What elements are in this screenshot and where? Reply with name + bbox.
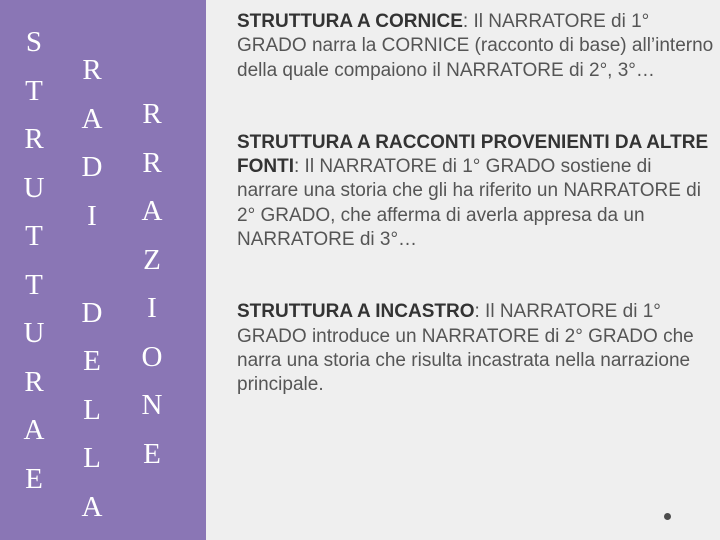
- title-letter: E: [25, 462, 43, 495]
- title-letter: D: [81, 151, 103, 183]
- title-letter: A: [141, 195, 163, 227]
- content-paragraphs: [237, 10, 715, 398]
- paragraph-racconti-altre-fonti: [237, 131, 715, 252]
- paragraph-text: : Il NARRATORE di 1° GRADO sostiene di narrare una storia che gli ha riferito un NARRATORE di 2° GRADO, che afferma di averla appresa da un NARRATORE di 3°…: [237, 156, 701, 251]
- title-letter: U: [23, 171, 45, 204]
- title-letter: A: [23, 414, 45, 446]
- paragraph-term: STRUTTURA A CORNICE: [237, 11, 463, 32]
- title-letter: U: [23, 317, 45, 349]
- title-letter: I: [87, 199, 97, 232]
- title-letter: Z: [143, 243, 161, 276]
- title-letter: O: [141, 340, 163, 373]
- paragraph-incastro: [237, 300, 715, 397]
- paragraph-text: : Il NARRATORE di 1° GRADO introduce un NARRATORE di 2° GRADO che narra una storia che risulta incastrata nella narrazione principale.: [237, 301, 694, 396]
- paragraph-term: STRUTTURA A INCASTRO: [237, 301, 475, 323]
- title-letter: E: [83, 345, 101, 377]
- paragraph-term: STRUTTURA A RACCONTI PROVENIENTI DA ALTRE FONTI: [237, 131, 709, 178]
- title-letter: R: [142, 146, 162, 179]
- title-letter: A: [81, 102, 103, 135]
- title-letter: R: [142, 98, 162, 130]
- paragraph-text: : Il NARRATORE di 1° GRADO narra la CORNICE (racconto di base) all’interno della quale compaiono il NARRATORE di 2°, 3°…: [237, 11, 714, 81]
- title-letter: R: [82, 54, 102, 86]
- vertical-word-rrazione: [132, 90, 172, 478]
- vertical-title-panel: [0, 0, 206, 540]
- title-letter: A: [81, 490, 103, 523]
- title-letter: E: [143, 437, 161, 470]
- title-letter: R: [24, 365, 44, 398]
- title-letter: D: [81, 296, 103, 329]
- title-letter: T: [25, 268, 43, 301]
- title-letter: L: [83, 442, 101, 474]
- bullet-dot-icon: [664, 513, 671, 520]
- title-letter: R: [24, 123, 44, 155]
- vertical-word-radi-della: [72, 46, 112, 531]
- title-letter: T: [25, 74, 43, 107]
- paragraph-cornice: [237, 10, 715, 83]
- title-letter: T: [25, 220, 43, 252]
- title-letter: L: [83, 393, 101, 426]
- title-letter: N: [141, 389, 163, 421]
- vertical-word-struttura: [14, 18, 54, 503]
- title-letter: I: [147, 292, 157, 324]
- title-letter: S: [25, 26, 43, 58]
